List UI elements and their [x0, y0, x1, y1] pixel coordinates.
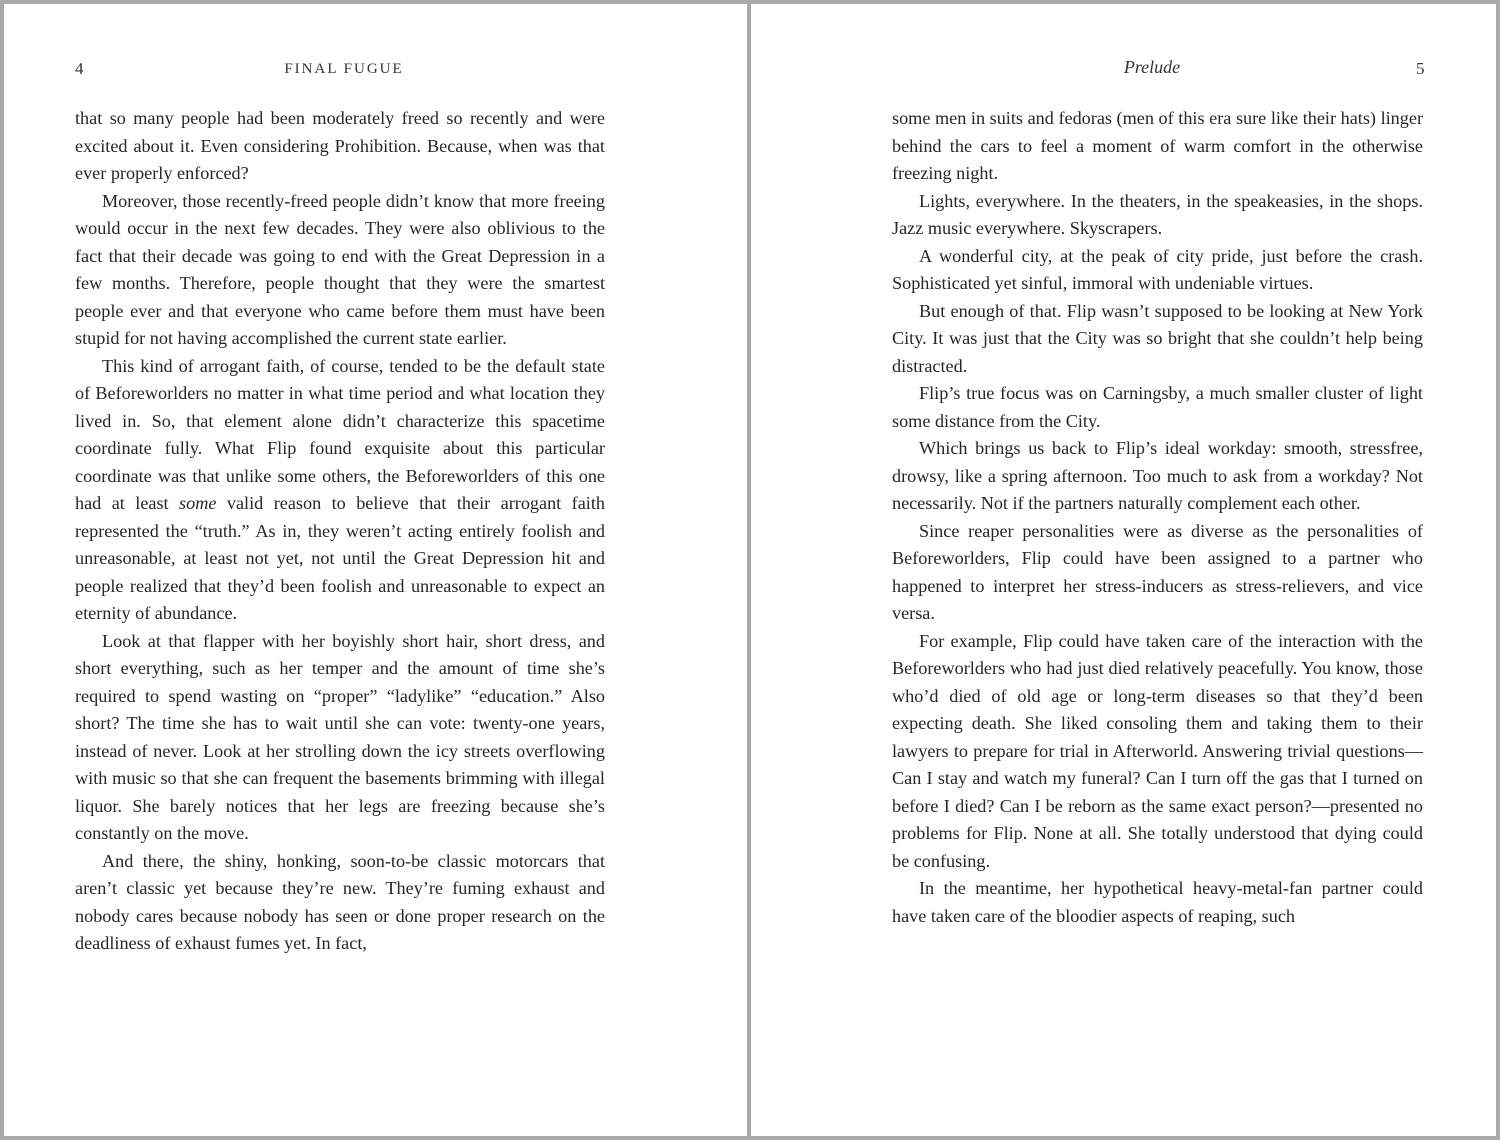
paragraph: some men in suits and fedoras (men of this era sure like their hats) linger behind the cars to feel a moment of warm comfort in the otherwise freezing night.	[892, 108, 1423, 183]
paragraph: And there, the shiny, honking, soon-to-be classic motorcars that aren’t classic yet because they’re new. They’re fuming exhaust and nobody cares because nobody has seen or done proper research on the deadliness of exhaust fumes yet. In fact,	[75, 850, 605, 953]
right-page	[751, 4, 1496, 1136]
paragraph: Moreover, those recently-freed people didn’t know that more freeing would occur in the next few decades. They were also oblivious to the fact that their decade was going to end with the Great Depression in a few months. Therefore, people thought that they were the smartest people ever and that everyone who came before them must have been stupid for not having accomplished the current state earlier.	[75, 190, 605, 348]
paragraph: For example, Flip could have taken care of the interaction with the Beforeworlders who had just died relatively peacefully. You know, those who’d died of old age or long-term diseases so that they’d been expecting death. She liked consoling them and taking them to their lawyers to prepare for trial in Afterworld. Answering trivial questions—Can I stay and watch my funeral? Can I turn off the gas that I turned on before I died? Can I be reborn as the same exact person?—presented no problems for Flip. None at all. She totally understood that dying could be confusing.	[892, 630, 1423, 871]
paragraph: This kind of arrogant faith, of course, tended to be the default state of Beforeworlders no matter in what time period and what location they lived in. So, that element alone didn’t characterize this spacetime coordinate fully. What Flip found exquisite about this particular coordinate was that unlike some others, the Beforeworlders of this one had at least some valid reason to believe that their arrogant faith represented the “truth.” As in, they weren’t acting entirely foolish and unreasonable, at least not yet, not until the Great Depression hit and people realized that they’d been foolish and unreasonable to expect an eternity of abundance.	[75, 355, 605, 623]
emphasis: some	[179, 493, 217, 513]
body-text	[892, 105, 1423, 930]
running-head-chapter-title: Prelude	[1123, 57, 1181, 77]
running-head-book-title: FINAL FUGUE	[284, 61, 404, 77]
paragraph: But enough of that. Flip wasn’t supposed to be looking at New York City. It was just that the City was so bright that she couldn’t help being distracted.	[892, 300, 1423, 376]
page-number: 5	[1416, 59, 1425, 78]
paragraph: A wonderful city, at the peak of city pride, just before the crash. Sophisticated yet sinful, immoral with undeniable virtues.	[892, 245, 1423, 293]
page-number: 4	[75, 59, 84, 78]
paragraph: Since reaper personalities were as diverse as the personalities of Beforeworlders, Flip could have been assigned to a partner who happened to interpret her stress-inducers as stress-relievers, and vice versa.	[892, 520, 1423, 623]
paragraph: Lights, everywhere. In the theaters, in the speakeasies, in the shops. Jazz music everywhere. Skyscrapers.	[892, 190, 1423, 238]
paragraph: that so many people had been moderately freed so recently and were excited about it. Even considering Prohibition. Because, when was that ever properly enforced?	[75, 108, 605, 183]
left-page	[4, 4, 747, 1136]
paragraph: Flip’s true focus was on Carningsby, a much smaller cluster of light some distance from the City.	[892, 383, 1423, 431]
body-text	[75, 105, 605, 958]
paragraph: Which brings us back to Flip’s ideal workday: smooth, stressfree, drowsy, like a spring afternoon. Too much to ask from a workday? Not necessarily. Not if the partners naturally complement each other.	[892, 438, 1423, 513]
paragraph: Look at that flapper with her boyishly short hair, short dress, and short everything, such as her temper and the amount of time she’s required to spend wasting on “proper” “ladylike” “education.” Also short? The time she has to wait until she can vote: twenty-one years, instead of never. Look at her strolling down the icy streets overflowing with music so that she can frequent the basements brimming with illegal liquor. She barely notices that her legs are freezing because she’s constantly on the move.	[75, 630, 605, 843]
paragraph: In the meantime, her hypothetical heavy-metal-fan partner could have taken care of the bloodier aspects of reaping, such	[892, 878, 1423, 926]
